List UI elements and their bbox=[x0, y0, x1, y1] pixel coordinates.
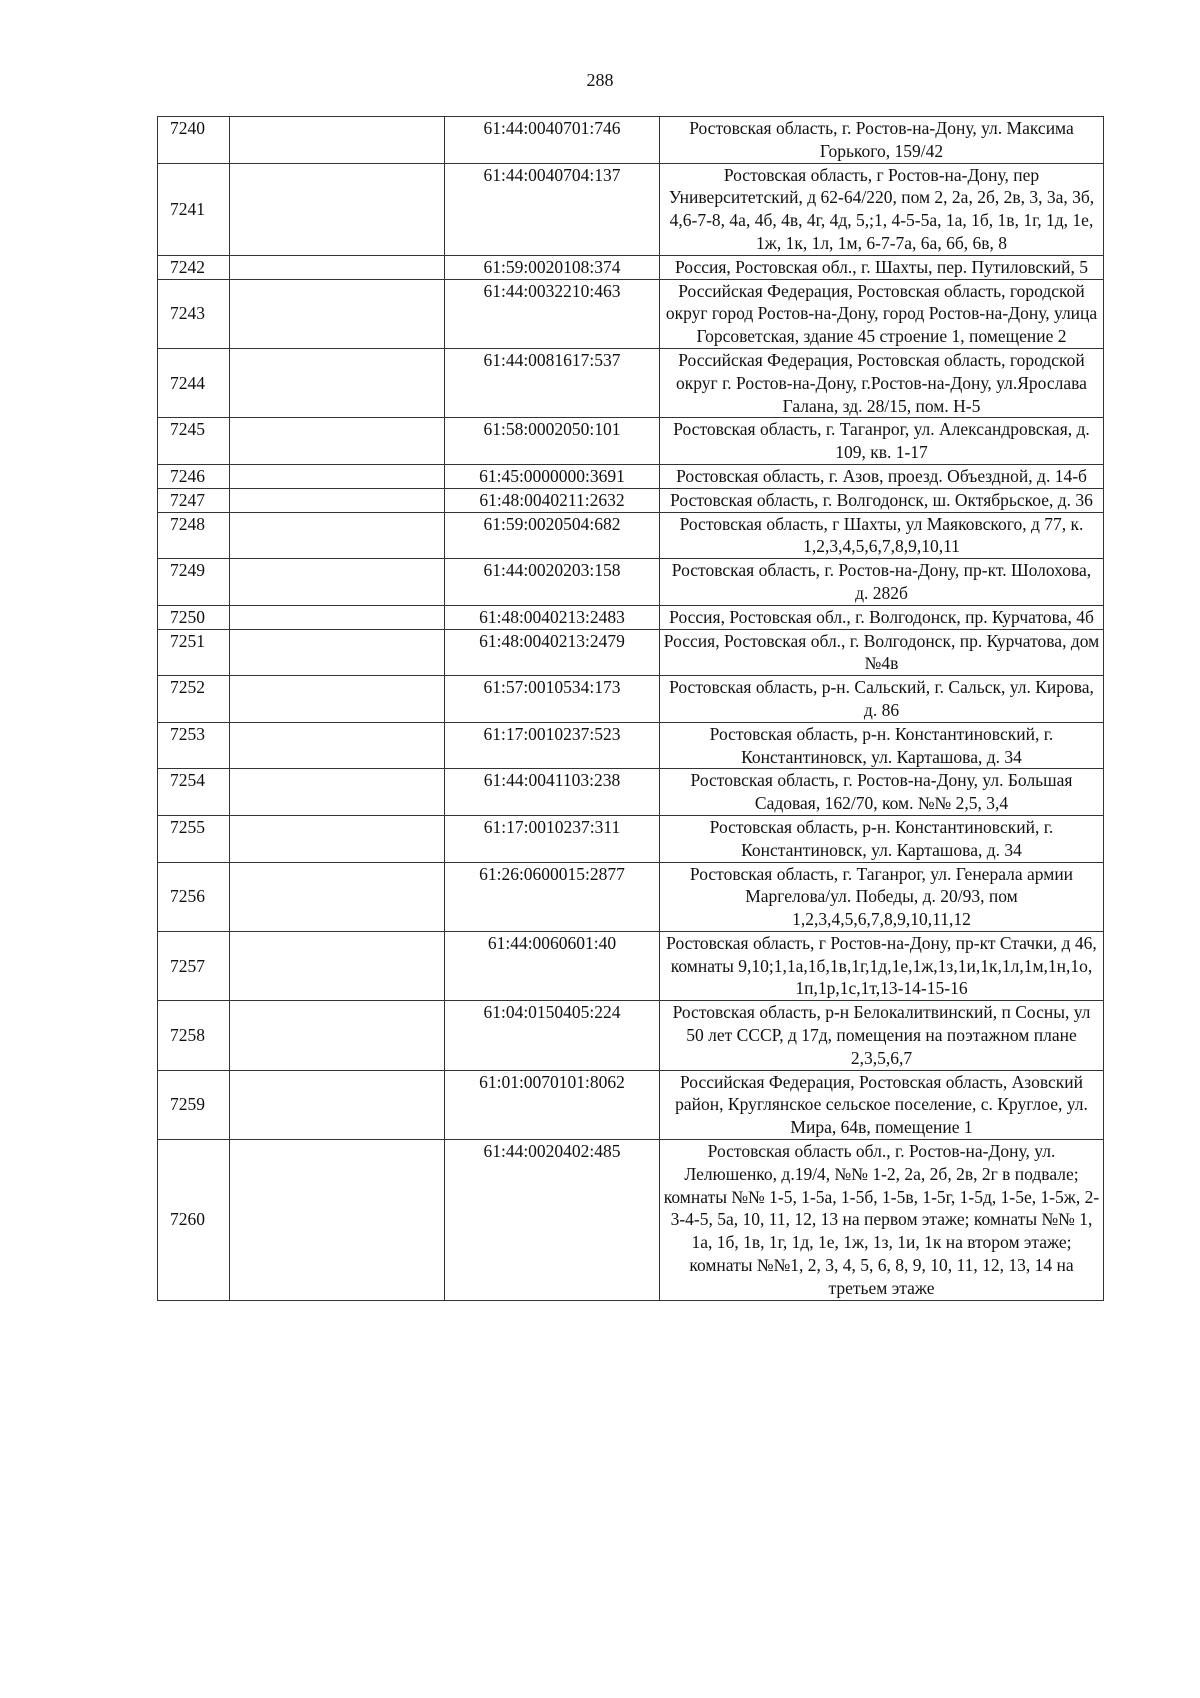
table-row bbox=[158, 931, 1104, 1000]
cadastral-number: 61:59:0020108:374 bbox=[445, 255, 660, 279]
address-cell: Ростовская область, г. Таганрог, ул. Александровская, д. 109, кв. 1-17 bbox=[660, 418, 1104, 465]
row-number: 7260 bbox=[158, 1140, 230, 1301]
row-number: 7240 bbox=[158, 117, 230, 164]
row-number: 7259 bbox=[158, 1070, 230, 1139]
empty-cell bbox=[230, 279, 445, 348]
table-row bbox=[158, 1001, 1104, 1070]
address-cell: Ростовская область, г Ростов-на-Дону, пер Университетский, д 62-64/220, пом 2, 2а, 2б, 2в, 3, 3а, 3б, 4,6-7-8, 4а, 4б, 4в, 4г, 4д, 5,;1, 4-5-5а, 1а, 1б, 1в, 1г, 1д, 1е, 1ж, 1к, 1л, 1м, 6-7-7а, 6а, 6б, 6в, 8 bbox=[660, 163, 1104, 255]
row-number: 7246 bbox=[158, 464, 230, 488]
cadastral-number: 61:44:0041103:238 bbox=[445, 769, 660, 816]
table-row bbox=[158, 605, 1104, 629]
table-row bbox=[158, 464, 1104, 488]
empty-cell bbox=[230, 348, 445, 417]
address-cell: Российская Федерация, Ростовская область, Азовский район, Круглянское сельское поселение, с. Круглое, ул. Мира, 64в, помещение 1 bbox=[660, 1070, 1104, 1139]
address-cell: Ростовская область, г. Азов, проезд. Объездной, д. 14-б bbox=[660, 464, 1104, 488]
address-cell: Ростовская область, г Шахты, ул Маяковского, д 77, к. 1,2,3,4,5,6,7,8,9,10,11 bbox=[660, 512, 1104, 559]
row-number: 7242 bbox=[158, 255, 230, 279]
empty-cell bbox=[230, 1140, 445, 1301]
address-cell: Ростовская область, г. Ростов-на-Дону, ул. Максима Горького, 159/42 bbox=[660, 117, 1104, 164]
cadastral-number: 61:58:0002050:101 bbox=[445, 418, 660, 465]
empty-cell bbox=[230, 464, 445, 488]
empty-cell bbox=[230, 117, 445, 164]
cadastral-number: 61:44:0032210:463 bbox=[445, 279, 660, 348]
empty-cell bbox=[230, 722, 445, 769]
address-cell: Ростовская область, г Ростов-на-Дону, пр-кт Стачки, д 46, комнаты 9,10;1,1а,1б,1в,1г,1д,1е,1ж,1з,1и,1к,1л,1м,1н,1о, 1п,1р,1с,1т,13-14-15-16 bbox=[660, 931, 1104, 1000]
empty-cell bbox=[230, 163, 445, 255]
cadastral-number: 61:04:0150405:224 bbox=[445, 1001, 660, 1070]
row-number: 7241 bbox=[158, 163, 230, 255]
cadastral-number: 61:48:0040211:2632 bbox=[445, 488, 660, 512]
table-row bbox=[158, 117, 1104, 164]
table-row bbox=[158, 279, 1104, 348]
table-row bbox=[158, 629, 1104, 676]
row-number: 7249 bbox=[158, 559, 230, 606]
address-cell: Ростовская область, г. Волгодонск, ш. Октябрьское, д. 36 bbox=[660, 488, 1104, 512]
empty-cell bbox=[230, 605, 445, 629]
empty-cell bbox=[230, 1070, 445, 1139]
table-row bbox=[158, 862, 1104, 931]
row-number: 7252 bbox=[158, 676, 230, 723]
empty-cell bbox=[230, 1001, 445, 1070]
table-row bbox=[158, 163, 1104, 255]
cadastral-number: 61:48:0040213:2479 bbox=[445, 629, 660, 676]
cadastral-number: 61:44:0040704:137 bbox=[445, 163, 660, 255]
empty-cell bbox=[230, 488, 445, 512]
empty-cell bbox=[230, 512, 445, 559]
address-cell: Российская Федерация, Ростовская область, городской округ город Ростов-на-Дону, город Ростов-на-Дону, улица Горсоветская, здание 45 строение 1, помещение 2 bbox=[660, 279, 1104, 348]
cadastral-number: 61:44:0020402:485 bbox=[445, 1140, 660, 1301]
cadastral-number: 61:44:0081617:537 bbox=[445, 348, 660, 417]
empty-cell bbox=[230, 862, 445, 931]
row-number: 7247 bbox=[158, 488, 230, 512]
cadastral-number: 61:01:0070101:8062 bbox=[445, 1070, 660, 1139]
cadastral-number: 61:17:0010237:523 bbox=[445, 722, 660, 769]
address-cell: Ростовская область, р-н. Константиновский, г. Константиновск, ул. Карташова, д. 34 bbox=[660, 722, 1104, 769]
cadastral-number: 61:44:0060601:40 bbox=[445, 931, 660, 1000]
address-cell: Ростовская область, г. Таганрог, ул. Генерала армии Маргелова/ул. Победы, д. 20/93, пом 1,2,3,4,5,6,7,8,9,10,11,12 bbox=[660, 862, 1104, 931]
row-number: 7254 bbox=[158, 769, 230, 816]
row-number: 7251 bbox=[158, 629, 230, 676]
cadastral-number: 61:26:0600015:2877 bbox=[445, 862, 660, 931]
address-cell: Ростовская область, р-н. Константиновский, г. Константиновск, ул. Карташова, д. 34 bbox=[660, 815, 1104, 862]
empty-cell bbox=[230, 769, 445, 816]
table-body bbox=[158, 117, 1104, 1301]
row-number: 7256 bbox=[158, 862, 230, 931]
address-cell: Ростовская область обл., г. Ростов-на-Дону, ул. Лелюшенко, д.19/4, №№ 1-2, 2а, 2б, 2в, 2г в подвале; комнаты №№ 1-5, 1-5а, 1-5б, 1-5в, 1-5г, 1-5д, 1-5е, 1-5ж, 2-3-4-5, 5а, 10, 11, 12, 13 на первом этаже; комнаты №№ 1, 1а, 1б, 1в, 1г, 1д, 1е, 1ж, 1з, 1и, 1к на втором этаже; комнаты №№1, 2, 3, 4, 5, 6, 8, 9, 10, 11, 12, 13, 14 на третьем этаже bbox=[660, 1140, 1104, 1301]
address-cell: Ростовская область, г. Ростов-на-Дону, ул. Большая Садовая, 162/70, ком. №№ 2,5, 3,4 bbox=[660, 769, 1104, 816]
cadastral-number: 61:45:0000000:3691 bbox=[445, 464, 660, 488]
address-cell: Российская Федерация, Ростовская область, городской округ г. Ростов-на-Дону, г.Ростов-на-Дону, ул.Ярослава Галана, зд. 28/15, пом. Н-5 bbox=[660, 348, 1104, 417]
table-row bbox=[158, 512, 1104, 559]
row-number: 7253 bbox=[158, 722, 230, 769]
address-cell: Ростовская область, г. Ростов-на-Дону, пр-кт. Шолохова, д. 282б bbox=[660, 559, 1104, 606]
empty-cell bbox=[230, 931, 445, 1000]
cadastral-number: 61:44:0020203:158 bbox=[445, 559, 660, 606]
empty-cell bbox=[230, 255, 445, 279]
cadastral-number: 61:57:0010534:173 bbox=[445, 676, 660, 723]
table-row bbox=[158, 676, 1104, 723]
table-row bbox=[158, 769, 1104, 816]
table-row bbox=[158, 722, 1104, 769]
row-number: 7244 bbox=[158, 348, 230, 417]
row-number: 7257 bbox=[158, 931, 230, 1000]
table-row bbox=[158, 1140, 1104, 1301]
table-row bbox=[158, 348, 1104, 417]
cadastral-number: 61:17:0010237:311 bbox=[445, 815, 660, 862]
table-row bbox=[158, 559, 1104, 606]
empty-cell bbox=[230, 815, 445, 862]
table-row bbox=[158, 418, 1104, 465]
empty-cell bbox=[230, 418, 445, 465]
empty-cell bbox=[230, 629, 445, 676]
page-number: 288 bbox=[586, 70, 614, 90]
address-cell: Ростовская область, р-н. Сальский, г. Сальск, ул. Кирова, д. 86 bbox=[660, 676, 1104, 723]
row-number: 7248 bbox=[158, 512, 230, 559]
table-row bbox=[158, 255, 1104, 279]
cadastral-number: 61:59:0020504:682 bbox=[445, 512, 660, 559]
row-number: 7245 bbox=[158, 418, 230, 465]
address-cell: Россия, Ростовская обл., г. Волгодонск, пр. Курчатова, дом №4в bbox=[660, 629, 1104, 676]
address-cell: Ростовская область, р-н Белокалитвинский, п Сосны, ул 50 лет СССР, д 17д, помещения на поэтажном плане 2,3,5,6,7 bbox=[660, 1001, 1104, 1070]
row-number: 7258 bbox=[158, 1001, 230, 1070]
row-number: 7250 bbox=[158, 605, 230, 629]
table-row bbox=[158, 1070, 1104, 1139]
property-registry-table bbox=[157, 116, 1104, 1301]
cadastral-number: 61:48:0040213:2483 bbox=[445, 605, 660, 629]
table-row bbox=[158, 488, 1104, 512]
row-number: 7255 bbox=[158, 815, 230, 862]
address-cell: Россия, Ростовская обл., г. Шахты, пер. Путиловский, 5 bbox=[660, 255, 1104, 279]
row-number: 7243 bbox=[158, 279, 230, 348]
empty-cell bbox=[230, 676, 445, 723]
address-cell: Россия, Ростовская обл., г. Волгодонск, пр. Курчатова, 4б bbox=[660, 605, 1104, 629]
empty-cell bbox=[230, 559, 445, 606]
table-row bbox=[158, 815, 1104, 862]
cadastral-number: 61:44:0040701:746 bbox=[445, 117, 660, 164]
